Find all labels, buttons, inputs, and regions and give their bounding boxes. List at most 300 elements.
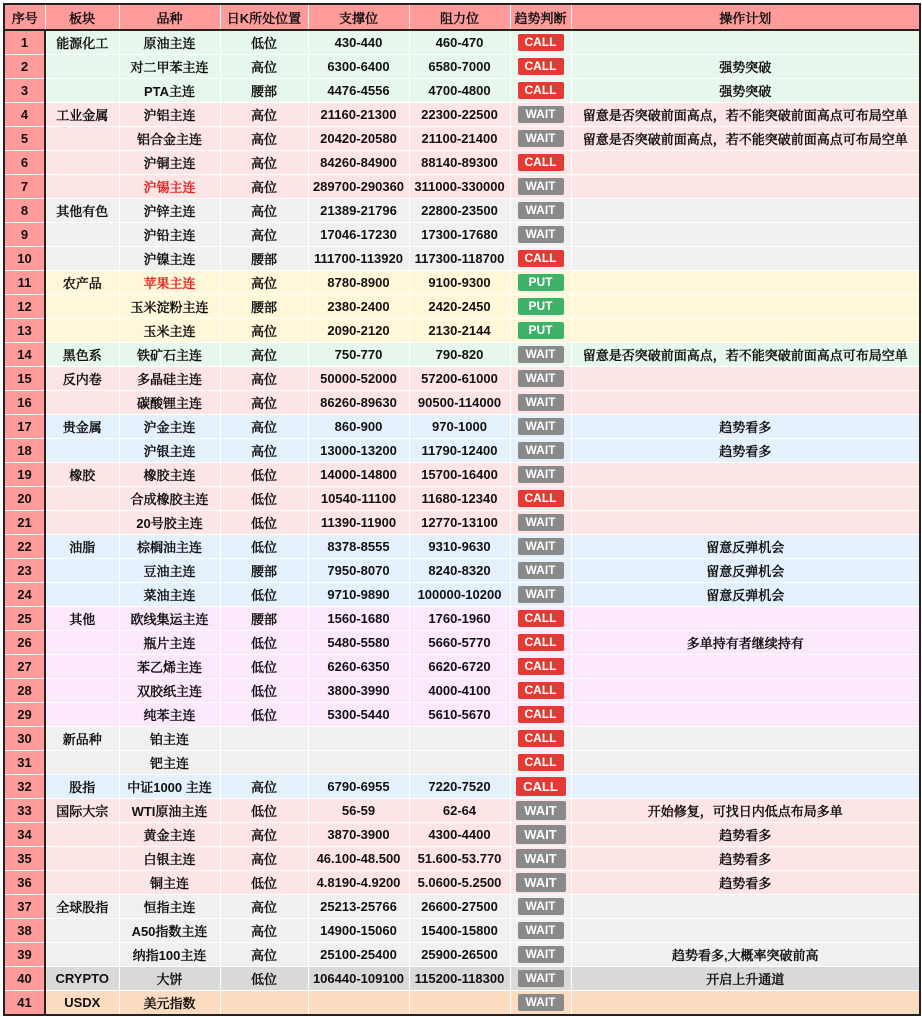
sector-cell: 贵金属 [45, 415, 119, 439]
signal-badge-wait: WAIT [518, 586, 564, 603]
trend-cell [510, 991, 571, 1016]
sector-cell [45, 151, 119, 175]
signal-badge-put: PUT [518, 322, 564, 339]
table-row [4, 127, 920, 151]
resistance-cell: 115200-118300 [409, 967, 510, 991]
table-row [4, 871, 920, 895]
signal-badge-wait: WAIT [518, 562, 564, 579]
support-cell: 3800-3990 [308, 679, 409, 703]
resistance-cell: 22300-22500 [409, 103, 510, 127]
plan-cell: 趋势看多 [571, 871, 920, 895]
trend-cell [510, 367, 571, 391]
plan-cell: 开启上升通道 [571, 967, 920, 991]
signal-badge-wait: WAIT [518, 514, 564, 531]
resistance-cell: 311000-330000 [409, 175, 510, 199]
index-cell: 4 [4, 103, 45, 127]
resistance-cell: 8240-8320 [409, 559, 510, 583]
table-row [4, 919, 920, 943]
resistance-cell: 5660-5770 [409, 631, 510, 655]
index-cell: 22 [4, 535, 45, 559]
sector-cell: 全球股指 [45, 895, 119, 919]
trend-cell [510, 703, 571, 727]
product-cell: 橡胶主连 [119, 463, 220, 487]
resistance-cell: 90500-114000 [409, 391, 510, 415]
resistance-cell: 4700-4800 [409, 79, 510, 103]
support-cell: 21389-21796 [308, 199, 409, 223]
resistance-cell: 11680-12340 [409, 487, 510, 511]
sector-cell [45, 223, 119, 247]
daily-position-cell: 高位 [220, 199, 308, 223]
sector-cell [45, 655, 119, 679]
resistance-cell [409, 751, 510, 775]
product-cell: 白银主连 [119, 847, 220, 871]
sector-cell: 其他 [45, 607, 119, 631]
plan-cell: 留意反弹机会 [571, 583, 920, 607]
table-row [4, 775, 920, 799]
sector-cell [45, 487, 119, 511]
support-cell: 14900-15060 [308, 919, 409, 943]
daily-position-cell: 腰部 [220, 79, 308, 103]
plan-cell [571, 655, 920, 679]
trend-cell [510, 655, 571, 679]
index-cell: 14 [4, 343, 45, 367]
index-cell: 33 [4, 799, 45, 823]
daily-position-cell: 高位 [220, 151, 308, 175]
resistance-cell: 2130-2144 [409, 319, 510, 343]
sector-cell [45, 583, 119, 607]
index-cell: 36 [4, 871, 45, 895]
signal-badge-call: CALL [518, 682, 564, 699]
index-cell: 13 [4, 319, 45, 343]
signal-badge-wait: WAIT [518, 466, 564, 483]
product-cell: 钯主连 [119, 751, 220, 775]
support-cell: 2090-2120 [308, 319, 409, 343]
daily-position-cell: 高位 [220, 343, 308, 367]
plan-cell: 留意是否突破前面高点，若不能突破前面高点可布局空单 [571, 127, 920, 151]
signal-badge-put: PUT [518, 298, 564, 315]
plan-cell [571, 247, 920, 271]
index-cell: 28 [4, 679, 45, 703]
index-cell: 26 [4, 631, 45, 655]
trend-cell [510, 151, 571, 175]
support-cell: 11390-11900 [308, 511, 409, 535]
support-cell: 25213-25766 [308, 895, 409, 919]
daily-position-cell: 高位 [220, 271, 308, 295]
plan-cell [571, 487, 920, 511]
table-row [4, 535, 920, 559]
plan-cell: 留意是否突破前面高点，若不能突破前面高点可布局空单 [571, 343, 920, 367]
index-cell: 10 [4, 247, 45, 271]
trend-cell [510, 175, 571, 199]
plan-cell: 趋势看多 [571, 823, 920, 847]
signal-badge-call: CALL [516, 777, 566, 796]
table-row [4, 655, 920, 679]
index-cell: 1 [4, 30, 45, 55]
table-row [4, 583, 920, 607]
signal-badge-call: CALL [518, 154, 564, 171]
support-cell: 4476-4556 [308, 79, 409, 103]
product-cell: 对二甲苯主连 [119, 55, 220, 79]
index-cell: 12 [4, 295, 45, 319]
signal-badge-call: CALL [518, 82, 564, 99]
index-cell: 32 [4, 775, 45, 799]
index-cell: 7 [4, 175, 45, 199]
product-cell: 铁矿石主连 [119, 343, 220, 367]
support-cell: 2380-2400 [308, 295, 409, 319]
trend-cell [510, 967, 571, 991]
trend-cell [510, 847, 571, 871]
daily-position-cell: 低位 [220, 703, 308, 727]
sector-cell [45, 703, 119, 727]
support-cell: 9710-9890 [308, 583, 409, 607]
sector-cell [45, 247, 119, 271]
trend-cell [510, 247, 571, 271]
support-cell: 860-900 [308, 415, 409, 439]
support-cell: 7950-8070 [308, 559, 409, 583]
daily-position-cell: 高位 [220, 823, 308, 847]
index-cell: 15 [4, 367, 45, 391]
plan-cell [571, 295, 920, 319]
daily-position-cell: 高位 [220, 223, 308, 247]
product-cell: 美元指数 [119, 991, 220, 1016]
support-cell: 46.100-48.500 [308, 847, 409, 871]
index-cell: 24 [4, 583, 45, 607]
resistance-cell: 117300-118700 [409, 247, 510, 271]
signal-badge-put: PUT [518, 274, 564, 291]
product-cell: 豆油主连 [119, 559, 220, 583]
signal-badge-wait: WAIT [518, 994, 564, 1011]
support-cell: 106440-109100 [308, 967, 409, 991]
resistance-cell: 460-470 [409, 30, 510, 55]
resistance-cell: 57200-61000 [409, 367, 510, 391]
table-row [4, 103, 920, 127]
plan-cell [571, 511, 920, 535]
resistance-cell: 1760-1960 [409, 607, 510, 631]
support-cell: 1560-1680 [308, 607, 409, 631]
daily-position-cell: 低位 [220, 463, 308, 487]
product-cell: 沪镍主连 [119, 247, 220, 271]
plan-cell: 趋势看多 [571, 439, 920, 463]
plan-cell [571, 775, 920, 799]
daily-position-cell: 低位 [220, 871, 308, 895]
index-cell: 17 [4, 415, 45, 439]
index-cell: 30 [4, 727, 45, 751]
index-cell: 18 [4, 439, 45, 463]
trend-cell [510, 30, 571, 55]
support-cell: 6790-6955 [308, 775, 409, 799]
trend-cell [510, 319, 571, 343]
product-cell: 合成橡胶主连 [119, 487, 220, 511]
daily-position-cell: 低位 [220, 30, 308, 55]
sector-cell [45, 391, 119, 415]
table-row [4, 703, 920, 727]
plan-cell: 趋势看多,大概率突破前高 [571, 943, 920, 967]
signal-badge-wait: WAIT [516, 849, 566, 868]
resistance-cell: 7220-7520 [409, 775, 510, 799]
support-cell: 14000-14800 [308, 463, 409, 487]
table-row [4, 607, 920, 631]
table-row [4, 559, 920, 583]
sector-cell [45, 175, 119, 199]
table-row [4, 751, 920, 775]
index-cell: 23 [4, 559, 45, 583]
product-cell: 瓶片主连 [119, 631, 220, 655]
daily-position-cell: 低位 [220, 511, 308, 535]
sector-cell [45, 823, 119, 847]
resistance-cell: 790-820 [409, 343, 510, 367]
col-header-trend: 趋势判断 [510, 4, 571, 30]
trend-cell [510, 559, 571, 583]
sector-cell [45, 943, 119, 967]
table-row [4, 823, 920, 847]
sector-cell: 橡胶 [45, 463, 119, 487]
signal-badge-wait: WAIT [518, 970, 564, 987]
plan-cell [571, 391, 920, 415]
table-row [4, 487, 920, 511]
trend-cell [510, 79, 571, 103]
support-cell: 50000-52000 [308, 367, 409, 391]
sector-cell [45, 127, 119, 151]
signal-badge-wait: WAIT [518, 442, 564, 459]
sector-cell [45, 79, 119, 103]
table-row [4, 79, 920, 103]
product-cell: 大饼 [119, 967, 220, 991]
trend-cell [510, 775, 571, 799]
signal-badge-wait: WAIT [518, 538, 564, 555]
table-row [4, 679, 920, 703]
signal-badge-wait: WAIT [518, 178, 564, 195]
table-row [4, 439, 920, 463]
resistance-cell: 25900-26500 [409, 943, 510, 967]
plan-cell: 趋势看多 [571, 847, 920, 871]
col-header-support: 支撑位 [308, 4, 409, 30]
resistance-cell: 26600-27500 [409, 895, 510, 919]
signal-badge-wait: WAIT [518, 226, 564, 243]
support-cell [308, 991, 409, 1016]
sector-cell: 国际大宗 [45, 799, 119, 823]
plan-cell [571, 30, 920, 55]
sector-cell [45, 439, 119, 463]
trend-cell [510, 487, 571, 511]
sector-cell: 新品种 [45, 727, 119, 751]
resistance-cell [409, 991, 510, 1016]
product-cell: 欧线集运主连 [119, 607, 220, 631]
product-cell: 黄金主连 [119, 823, 220, 847]
index-cell: 35 [4, 847, 45, 871]
resistance-cell [409, 727, 510, 751]
trend-cell [510, 55, 571, 79]
daily-position-cell: 腰部 [220, 559, 308, 583]
product-cell: 铜主连 [119, 871, 220, 895]
trend-cell [510, 727, 571, 751]
support-cell: 750-770 [308, 343, 409, 367]
plan-cell [571, 199, 920, 223]
signal-badge-wait: WAIT [518, 106, 564, 123]
product-cell: 中证1000 主连 [119, 775, 220, 799]
plan-cell: 多单持有者继续持有 [571, 631, 920, 655]
signal-badge-wait: WAIT [518, 370, 564, 387]
col-header-product: 品种 [119, 4, 220, 30]
daily-position-cell: 高位 [220, 55, 308, 79]
product-cell: 沪铜主连 [119, 151, 220, 175]
sector-cell [45, 559, 119, 583]
product-cell: 棕榈油主连 [119, 535, 220, 559]
trend-cell [510, 439, 571, 463]
resistance-cell: 4300-4400 [409, 823, 510, 847]
product-cell: 原油主连 [119, 30, 220, 55]
daily-position-cell: 低位 [220, 487, 308, 511]
table-row [4, 943, 920, 967]
daily-position-cell: 腰部 [220, 607, 308, 631]
daily-position-cell: 高位 [220, 919, 308, 943]
sector-cell [45, 679, 119, 703]
index-cell: 27 [4, 655, 45, 679]
daily-position-cell: 低位 [220, 967, 308, 991]
sector-cell [45, 919, 119, 943]
support-cell [308, 751, 409, 775]
plan-cell [571, 223, 920, 247]
support-cell: 5300-5440 [308, 703, 409, 727]
trend-cell [510, 895, 571, 919]
daily-position-cell: 低位 [220, 799, 308, 823]
daily-position-cell: 高位 [220, 439, 308, 463]
support-cell: 6260-6350 [308, 655, 409, 679]
plan-cell: 强势突破 [571, 79, 920, 103]
col-header-plan: 操作计划 [571, 4, 920, 30]
product-cell: 铂主连 [119, 727, 220, 751]
signal-badge-wait: WAIT [518, 898, 564, 915]
trend-cell [510, 103, 571, 127]
plan-cell [571, 919, 920, 943]
resistance-cell: 5610-5670 [409, 703, 510, 727]
index-cell: 25 [4, 607, 45, 631]
table-row [4, 511, 920, 535]
daily-position-cell: 低位 [220, 583, 308, 607]
sector-cell: 反内卷 [45, 367, 119, 391]
support-cell: 84260-84900 [308, 151, 409, 175]
support-cell: 86260-89630 [308, 391, 409, 415]
trend-cell [510, 463, 571, 487]
signal-badge-call: CALL [518, 730, 564, 747]
product-cell: 沪铅主连 [119, 223, 220, 247]
index-cell: 21 [4, 511, 45, 535]
index-cell: 6 [4, 151, 45, 175]
trend-cell [510, 607, 571, 631]
daily-position-cell: 高位 [220, 367, 308, 391]
signal-badge-wait: WAIT [518, 130, 564, 147]
table-row [4, 30, 920, 55]
plan-cell [571, 607, 920, 631]
resistance-cell: 88140-89300 [409, 151, 510, 175]
table-row [4, 271, 920, 295]
table-row [4, 631, 920, 655]
product-cell: 多晶硅主连 [119, 367, 220, 391]
sector-cell: CRYPTO [45, 967, 119, 991]
product-cell: 双胶纸主连 [119, 679, 220, 703]
plan-cell [571, 151, 920, 175]
daily-position-cell: 低位 [220, 535, 308, 559]
sector-cell [45, 295, 119, 319]
plan-cell: 留意反弹机会 [571, 559, 920, 583]
index-cell: 2 [4, 55, 45, 79]
table-row [4, 799, 920, 823]
trend-cell [510, 871, 571, 895]
plan-cell [571, 991, 920, 1016]
daily-position-cell: 腰部 [220, 247, 308, 271]
support-cell: 20420-20580 [308, 127, 409, 151]
col-header-daily-position: 日K所处位置 [220, 4, 308, 30]
signal-badge-call: CALL [518, 34, 564, 51]
daily-position-cell [220, 727, 308, 751]
support-cell [308, 727, 409, 751]
resistance-cell: 2420-2450 [409, 295, 510, 319]
daily-position-cell: 高位 [220, 391, 308, 415]
product-cell: 苯乙烯主连 [119, 655, 220, 679]
plan-cell: 留意反弹机会 [571, 535, 920, 559]
daily-position-cell: 高位 [220, 943, 308, 967]
index-cell: 3 [4, 79, 45, 103]
index-cell: 11 [4, 271, 45, 295]
index-cell: 5 [4, 127, 45, 151]
signal-badge-call: CALL [518, 58, 564, 75]
table-row [4, 391, 920, 415]
signal-badge-wait: WAIT [516, 801, 566, 820]
resistance-cell: 6580-7000 [409, 55, 510, 79]
daily-position-cell: 腰部 [220, 295, 308, 319]
plan-cell [571, 703, 920, 727]
product-cell: 纳指100主连 [119, 943, 220, 967]
index-cell: 31 [4, 751, 45, 775]
product-cell: 沪铝主连 [119, 103, 220, 127]
resistance-cell: 17300-17680 [409, 223, 510, 247]
trend-cell [510, 391, 571, 415]
index-cell: 20 [4, 487, 45, 511]
trend-cell [510, 943, 571, 967]
sector-cell [45, 319, 119, 343]
sector-cell [45, 511, 119, 535]
resistance-cell: 100000-10200 [409, 583, 510, 607]
table-row [4, 463, 920, 487]
resistance-cell: 9100-9300 [409, 271, 510, 295]
daily-position-cell: 高位 [220, 103, 308, 127]
trend-cell [510, 127, 571, 151]
product-cell: 20号胶主连 [119, 511, 220, 535]
sector-cell: 能源化工 [45, 30, 119, 55]
sector-cell [45, 751, 119, 775]
plan-cell [571, 319, 920, 343]
plan-cell [571, 679, 920, 703]
support-cell: 56-59 [308, 799, 409, 823]
trend-cell [510, 223, 571, 247]
support-cell: 13000-13200 [308, 439, 409, 463]
resistance-cell: 21100-21400 [409, 127, 510, 151]
product-cell: 玉米主连 [119, 319, 220, 343]
trend-cell [510, 415, 571, 439]
resistance-cell: 5.0600-5.2500 [409, 871, 510, 895]
signal-badge-wait: WAIT [516, 873, 566, 892]
table-row [4, 223, 920, 247]
daily-position-cell: 高位 [220, 847, 308, 871]
signal-badge-call: CALL [518, 658, 564, 675]
signal-badge-call: CALL [518, 490, 564, 507]
signal-badge-wait: WAIT [518, 418, 564, 435]
resistance-cell: 9310-9630 [409, 535, 510, 559]
signal-badge-call: CALL [518, 610, 564, 627]
plan-cell [571, 463, 920, 487]
trend-cell [510, 583, 571, 607]
support-cell: 4.8190-4.9200 [308, 871, 409, 895]
table-row [4, 295, 920, 319]
